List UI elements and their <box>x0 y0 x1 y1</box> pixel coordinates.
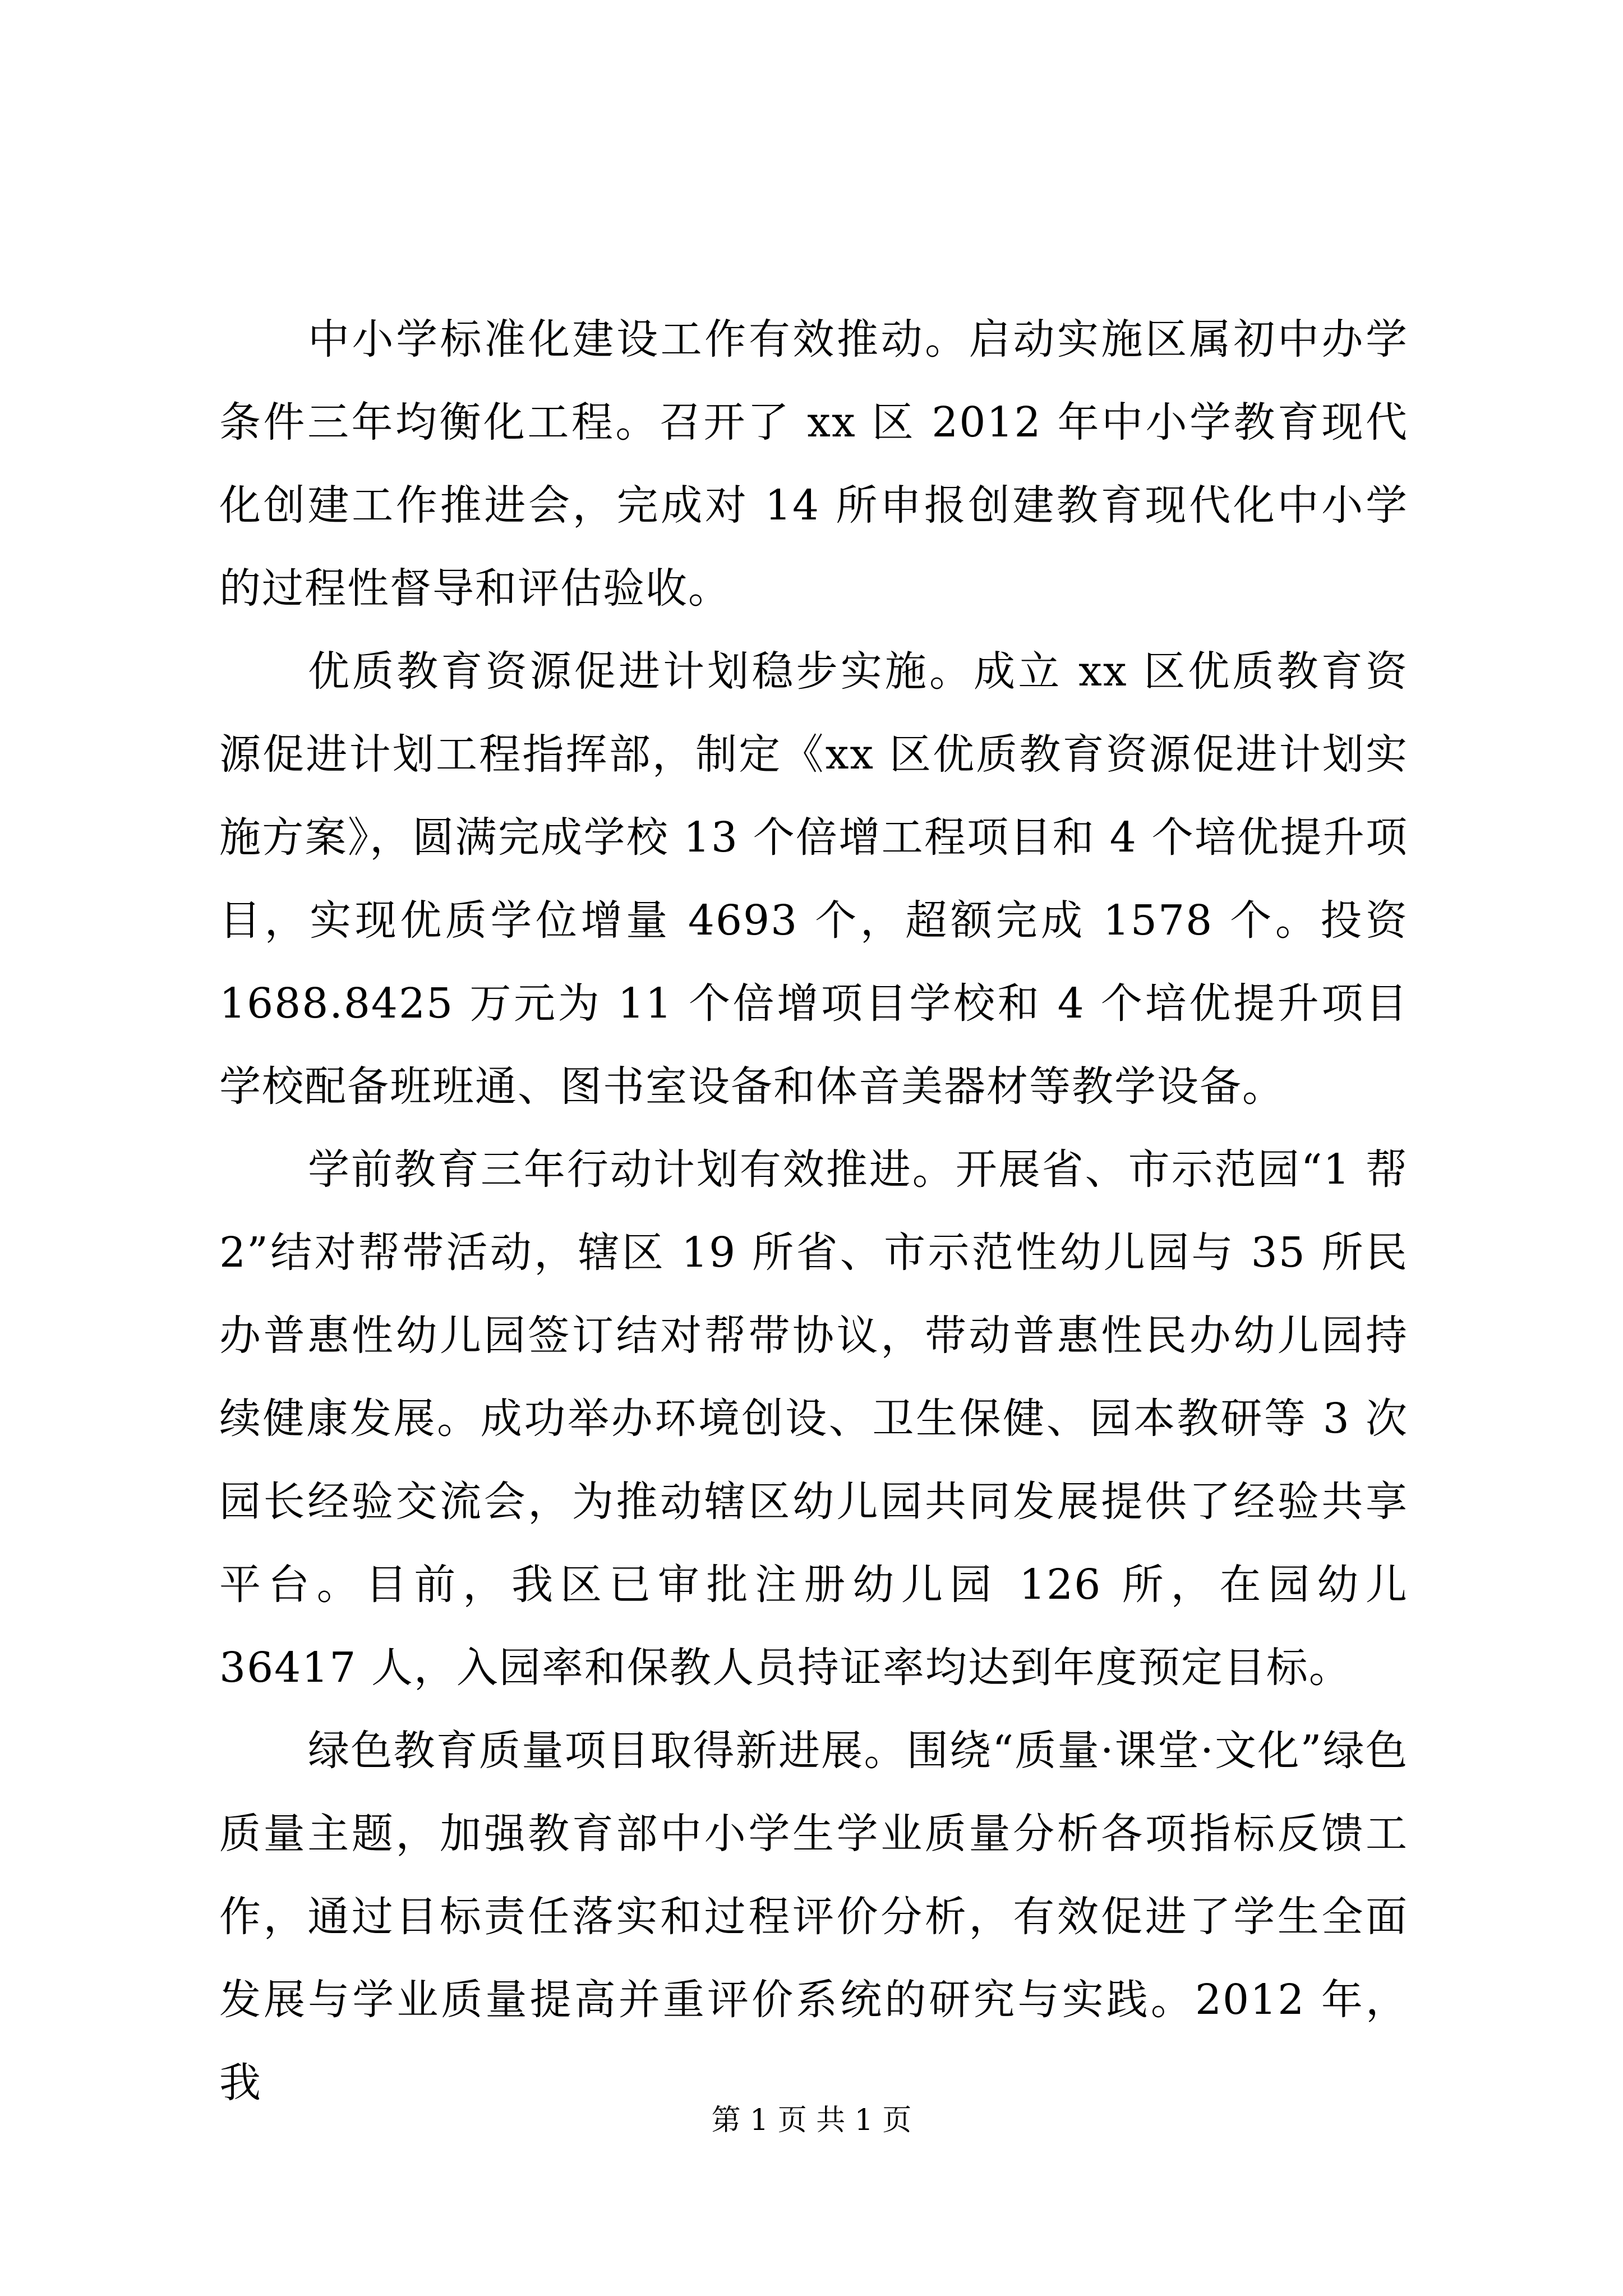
paragraph-quality-resources: 优质教育资源促进计划稳步实施。成立 xx 区优质教育资源促进计划工程指挥部，制定《xx 区优质教育资源促进计划实施方案》，圆满完成学校 13 个倍增工程项目和 4 个培优提升项目，实现优质学位增量 4693 个，超额完成 1578 个。投资 1688.8425 万元为 11 个倍增项目学校和 4 个培优提升项目学校配备班班通、图书室设备和体音美器材等教学设备。 <box>219 647 1408 1111</box>
paragraph-standardization: 中小学标准化建设工作有效推动。启动实施区属初中办学条件三年均衡化工程。召开了 xx 区 2012 年中小学教育现代化创建工作推进会，完成对 14 所申报创建教育现代化中小学的过程性督导和评估验收。 <box>219 315 1408 613</box>
page-footer: 第 1 页 共 1 页 <box>711 2104 912 2137</box>
document-body <box>219 298 1408 2124</box>
paragraph-preschool: 学前教育三年行动计划有效推进。开展省、市示范园“1 帮 2”结对帮带活动，辖区 19 所省、市示范性幼儿园与 35 所民办普惠性幼儿园签订结对帮带协议，带动普惠性民办幼儿园持续健康发展。成功举办环境创设、卫生保健、园本教研等 3 次园长经验交流会，为推动辖区幼儿园共同发展提供了经验共享平台。目前，我区已审批注册幼儿园 126 所，在园幼儿 36417 人，入园率和保教人员持证率均达到年度预定目标。 <box>219 1145 1408 1692</box>
paragraph-green-quality: 绿色教育质量项目取得新进展。围绕“质量·课堂·文化”绿色质量主题，加强教育部中小学生学业质量分析各项指标反馈工作，通过目标责任落实和过程评价分析，有效促进了学生全面发展与学业质量提高并重评价系统的研究与实践。2012 年，我 <box>219 1727 1408 2107</box>
